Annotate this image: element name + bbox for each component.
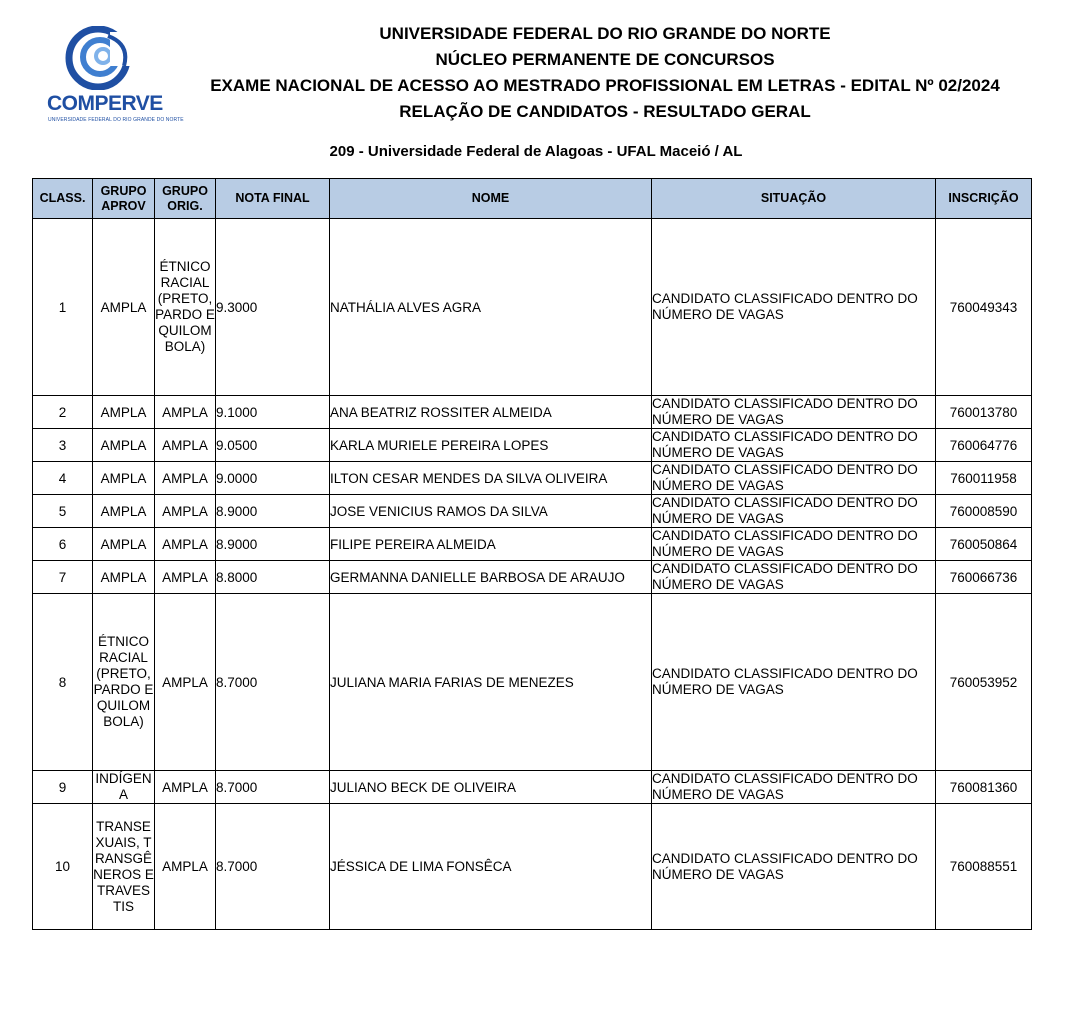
cell-situacao: CANDIDATO CLASSIFICADO DENTRO DO NÚMERO DE VAGAS <box>652 594 936 771</box>
table-row <box>33 219 1032 396</box>
cell-grupo-aprov: AMPLA <box>93 219 155 396</box>
table-row <box>33 561 1032 594</box>
cell-class: 9 <box>33 771 93 804</box>
cell-grupo-orig: AMPLA <box>155 429 216 462</box>
cell-nota: 9.1000 <box>216 396 330 429</box>
cell-situacao: CANDIDATO CLASSIFICADO DENTRO DO NÚMERO DE VAGAS <box>652 396 936 429</box>
cell-nome: JOSE VENICIUS RAMOS DA SILVA <box>330 495 652 528</box>
table-row <box>33 528 1032 561</box>
cell-nota: 8.8000 <box>216 561 330 594</box>
cell-grupo-orig: AMPLA <box>155 804 216 930</box>
cell-nome: KARLA MURIELE PEREIRA LOPES <box>330 429 652 462</box>
cell-nota: 8.7000 <box>216 594 330 771</box>
cell-nota: 8.9000 <box>216 528 330 561</box>
cell-grupo-aprov: AMPLA <box>93 495 155 528</box>
cell-nota: 9.0000 <box>216 462 330 495</box>
comperve-swirl-icon <box>64 26 134 90</box>
cell-nota: 9.0500 <box>216 429 330 462</box>
cell-grupo-aprov: AMPLA <box>93 429 155 462</box>
cell-nome: ILTON CESAR MENDES DA SILVA OLIVEIRA <box>330 462 652 495</box>
cell-situacao: CANDIDATO CLASSIFICADO DENTRO DO NÚMERO DE VAGAS <box>652 804 936 930</box>
cell-grupo-orig: AMPLA <box>155 528 216 561</box>
cell-situacao: CANDIDATO CLASSIFICADO DENTRO DO NÚMERO DE VAGAS <box>652 495 936 528</box>
col-header-grupo-aprov: GRUPO APROV <box>93 179 155 219</box>
table-row <box>33 594 1032 771</box>
cell-inscricao: 760049343 <box>936 219 1032 396</box>
cell-class: 2 <box>33 396 93 429</box>
cell-class: 8 <box>33 594 93 771</box>
cell-nota: 9.3000 <box>216 219 330 396</box>
cell-class: 5 <box>33 495 93 528</box>
cell-situacao: CANDIDATO CLASSIFICADO DENTRO DO NÚMERO DE VAGAS <box>652 219 936 396</box>
cell-nome: JULIANO BECK DE OLIVEIRA <box>330 771 652 804</box>
col-header-class: CLASS. <box>33 179 93 219</box>
cell-grupo-aprov: ÉTNICO RACIAL (PRETO, PARDO E QUILOMBOLA) <box>93 594 155 771</box>
institution-subtitle: 209 - Universidade Federal de Alagoas - UFAL Maceió / AL <box>329 143 743 160</box>
cell-grupo-aprov: AMPLA <box>93 561 155 594</box>
cell-class: 7 <box>33 561 93 594</box>
table-row <box>33 495 1032 528</box>
cell-inscricao: 760081360 <box>936 771 1032 804</box>
cell-inscricao: 760050864 <box>936 528 1032 561</box>
cell-inscricao: 760008590 <box>936 495 1032 528</box>
cell-situacao: CANDIDATO CLASSIFICADO DENTRO DO NÚMERO DE VAGAS <box>652 462 936 495</box>
header-line-university: UNIVERSIDADE FEDERAL DO RIO GRANDE DO NORTE <box>379 24 831 43</box>
comperve-logo <box>44 26 184 126</box>
document-header <box>170 21 1040 125</box>
table-row <box>33 804 1032 930</box>
logo-subtitle: UNIVERSIDADE FEDERAL DO RIO GRANDE DO NORTE <box>48 117 184 123</box>
cell-inscricao: 760064776 <box>936 429 1032 462</box>
cell-grupo-orig: AMPLA <box>155 462 216 495</box>
cell-class: 4 <box>33 462 93 495</box>
table-row <box>33 462 1032 495</box>
cell-situacao: CANDIDATO CLASSIFICADO DENTRO DO NÚMERO DE VAGAS <box>652 561 936 594</box>
col-header-nota-final: NOTA FINAL <box>216 179 330 219</box>
cell-grupo-orig: AMPLA <box>155 396 216 429</box>
cell-grupo-aprov: TRANSEXUAIS, TRANSGÊNEROS E TRAVESTIS <box>93 804 155 930</box>
cell-grupo-aprov: INDÍGENA <box>93 771 155 804</box>
cell-grupo-orig: AMPLA <box>155 495 216 528</box>
cell-nota: 8.7000 <box>216 804 330 930</box>
results-table <box>32 178 1032 930</box>
cell-grupo-orig: AMPLA <box>155 771 216 804</box>
header-line-relacao: RELAÇÃO DE CANDIDATOS - RESULTADO GERAL <box>399 102 811 121</box>
table-row <box>33 429 1032 462</box>
cell-nome: GERMANNA DANIELLE BARBOSA DE ARAUJO <box>330 561 652 594</box>
table-header-row <box>33 179 1032 219</box>
cell-nome: JÉSSICA DE LIMA FONSÊCA <box>330 804 652 930</box>
cell-situacao: CANDIDATO CLASSIFICADO DENTRO DO NÚMERO DE VAGAS <box>652 528 936 561</box>
col-header-grupo-orig: GRUPO ORIG. <box>155 179 216 219</box>
cell-class: 6 <box>33 528 93 561</box>
cell-inscricao: 760013780 <box>936 396 1032 429</box>
cell-nome: JULIANA MARIA FARIAS DE MENEZES <box>330 594 652 771</box>
cell-grupo-orig: ÉTNICO RACIAL (PRETO, PARDO E QUILOMBOLA) <box>155 219 216 396</box>
cell-nome: ANA BEATRIZ ROSSITER ALMEIDA <box>330 396 652 429</box>
col-header-nome: NOME <box>330 179 652 219</box>
cell-class: 10 <box>33 804 93 930</box>
cell-situacao: CANDIDATO CLASSIFICADO DENTRO DO NÚMERO DE VAGAS <box>652 771 936 804</box>
cell-grupo-aprov: AMPLA <box>93 396 155 429</box>
cell-nota: 8.7000 <box>216 771 330 804</box>
cell-grupo-orig: AMPLA <box>155 594 216 771</box>
cell-nome: FILIPE PEREIRA ALMEIDA <box>330 528 652 561</box>
table-row <box>33 396 1032 429</box>
cell-inscricao: 760011958 <box>936 462 1032 495</box>
cell-grupo-aprov: AMPLA <box>93 462 155 495</box>
cell-nota: 8.9000 <box>216 495 330 528</box>
col-header-situacao: SITUAÇÃO <box>652 179 936 219</box>
cell-situacao: CANDIDATO CLASSIFICADO DENTRO DO NÚMERO DE VAGAS <box>652 429 936 462</box>
cell-nome: NATHÁLIA ALVES AGRA <box>330 219 652 396</box>
cell-inscricao: 760053952 <box>936 594 1032 771</box>
header-line-exame: EXAME NACIONAL DE ACESSO AO MESTRADO PROFISSIONAL EM LETRAS - EDITAL Nº 02/2024 <box>210 76 1000 95</box>
cell-inscricao: 760088551 <box>936 804 1032 930</box>
cell-class: 1 <box>33 219 93 396</box>
header-line-nucleo: NÚCLEO PERMANENTE DE CONCURSOS <box>435 50 775 69</box>
col-header-inscricao: INSCRIÇÃO <box>936 179 1032 219</box>
logo-wordmark: COMPERVE <box>47 92 163 115</box>
cell-grupo-aprov: AMPLA <box>93 528 155 561</box>
cell-class: 3 <box>33 429 93 462</box>
cell-inscricao: 760066736 <box>936 561 1032 594</box>
table-row <box>33 771 1032 804</box>
cell-grupo-orig: AMPLA <box>155 561 216 594</box>
